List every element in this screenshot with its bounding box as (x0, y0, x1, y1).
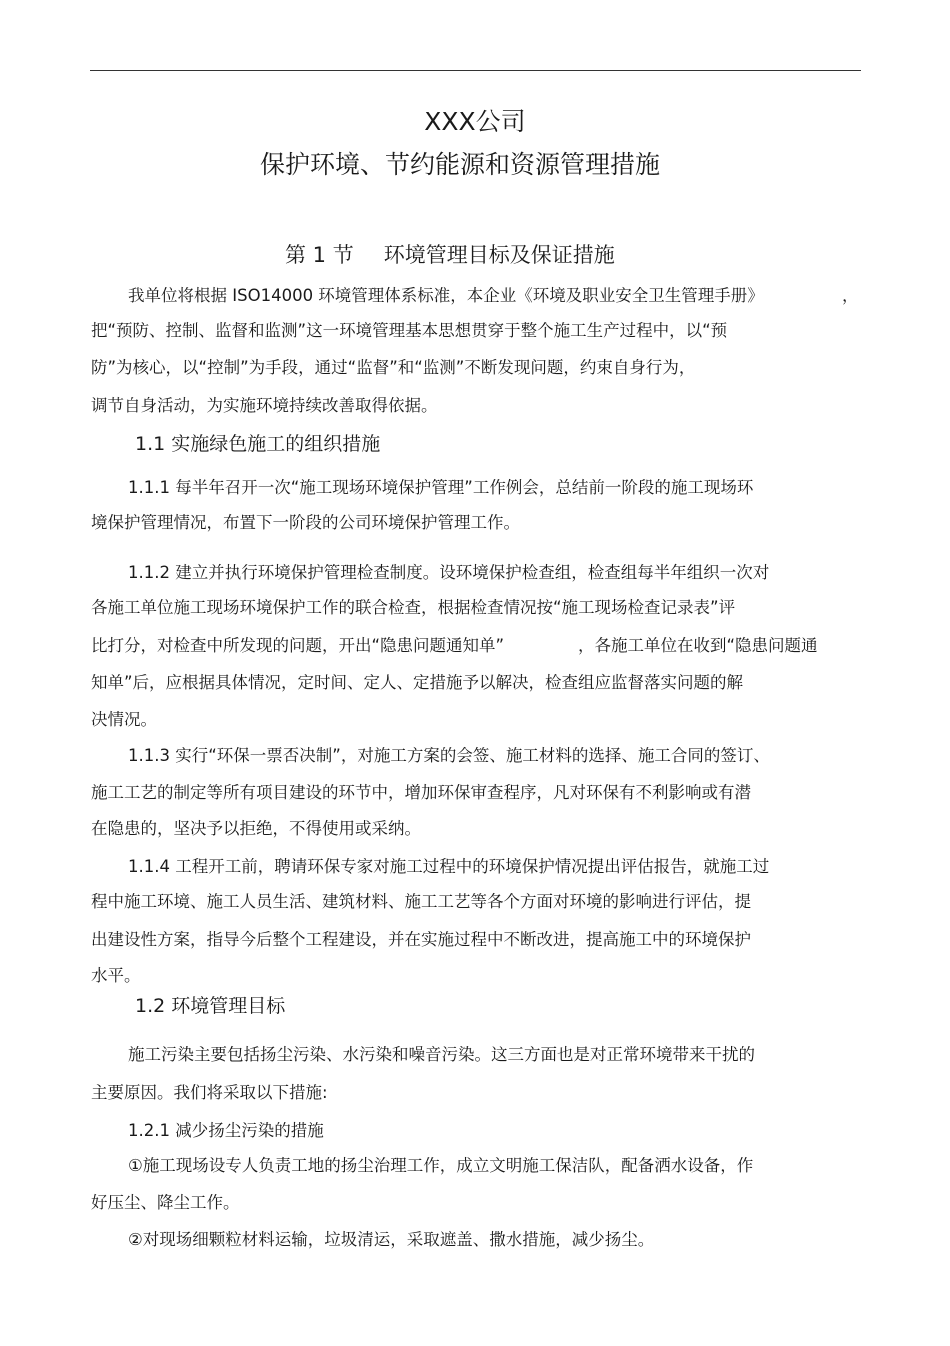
section-heading (285, 241, 615, 269)
document-subtitle: 保护环境、节约能源和资源管理措施 (259, 150, 660, 179)
p114-line-3: 出建设性方案，指导今后整个工程建设，并在实施过程中不断改进，提高施工中的环境保护 (91, 930, 751, 949)
p112-line-3a: 比打分，对检查中所发现的问题，开出“隐患问题通知单” (91, 636, 505, 655)
p112-line-3b: ，各施工单位在收到“隐患问题通 (578, 636, 818, 655)
p112-line-2: 各施工单位施工现场环境保护工作的联合检查，根据检查情况按“施工现场检查记录表”评 (91, 598, 736, 617)
intro-line-1: 我单位将根据 ISO14000 环境管理体系标准，本企业《环境及职业安全卫生管理手册》 (128, 286, 764, 305)
heading-1-2-1: 1.2.1 减少扬尘污染的措施 (128, 1121, 324, 1140)
p12-line-1: 施工污染主要包括扬尘污染、水污染和噪音污染。这三方面也是对正常环境带来干扰的 (128, 1045, 755, 1064)
intro-comma: ， (842, 286, 859, 305)
p113-line-2: 施工工艺的制定等所有项目建设的环节中，增加环保审查程序，凡对环保有不利影响或有潜 (91, 783, 751, 802)
heading-1-1: 1.1 实施绿色施工的组织措施 (135, 433, 381, 455)
intro-line-4: 调节自身活动，为实施环境持续改善取得依据。 (91, 396, 438, 415)
p113-line-1: 1.1.3 实行“环保一票否决制”，对施工方案的会签、施工材料的选择、施工合同的签订、 (128, 746, 770, 765)
section-title: 环境管理目标及保证措施 (383, 243, 615, 267)
measure-1-line-2: 好压尘、降尘工作。 (91, 1193, 240, 1212)
p112-line-4: 知单”后，应根据具体情况，定时间、定人、定措施予以解决，检查组应监督落实问题的解 (91, 673, 744, 692)
intro-line-2: 把“预防、控制、监督和监测”这一环境管理基本思想贯穿于整个施工生产过程中，以“预 (91, 321, 728, 340)
p12-line-2: 主要原因。我们将采取以下措施: (91, 1083, 328, 1102)
p112-line-5: 决情况。 (91, 710, 157, 729)
p114-line-4: 水平。 (91, 966, 141, 985)
p111-line-2: 境保护管理情况，布置下一阶段的公司环境保护管理工作。 (91, 513, 520, 532)
p114-line-1: 1.1.4 工程开工前，聘请环保专家对施工过程中的环境保护情况提出评估报告，就施工过 (128, 857, 770, 876)
measure-1-line-1: ①施工现场设专人负责工地的扬尘治理工作，成立文明施工保洁队，配备洒水设备，作 (128, 1156, 754, 1175)
p114-line-2: 程中施工环境、施工人员生活、建筑材料、施工工艺等各个方面对环境的影响进行评估，提 (91, 892, 751, 911)
measure-2: ②对现场细颗粒材料运输，垃圾清运，采取遮盖、撒水措施，减少扬尘。 (128, 1230, 655, 1249)
section-number: 第 1 节 (285, 243, 354, 267)
p113-line-3: 在隐患的，坚决予以拒绝，不得使用或采纳。 (91, 819, 421, 838)
document-title: XXX公司 (424, 107, 526, 136)
header-rule (90, 70, 861, 71)
p111-line-1: 1.1.1 每半年召开一次“施工现场环境保护管理”工作例会，总结前一阶段的施工现场环 (128, 478, 754, 497)
heading-1-2: 1.2 环境管理目标 (135, 995, 286, 1017)
p112-line-1: 1.1.2 建立并执行环境保护管理检查制度。设环境保护检查组，检查组每半年组织一次对 (128, 563, 770, 582)
intro-line-3: 防”为核心，以“控制”为手段，通过“监督”和“监测”不断发现问题，约束自身行为， (91, 358, 696, 377)
